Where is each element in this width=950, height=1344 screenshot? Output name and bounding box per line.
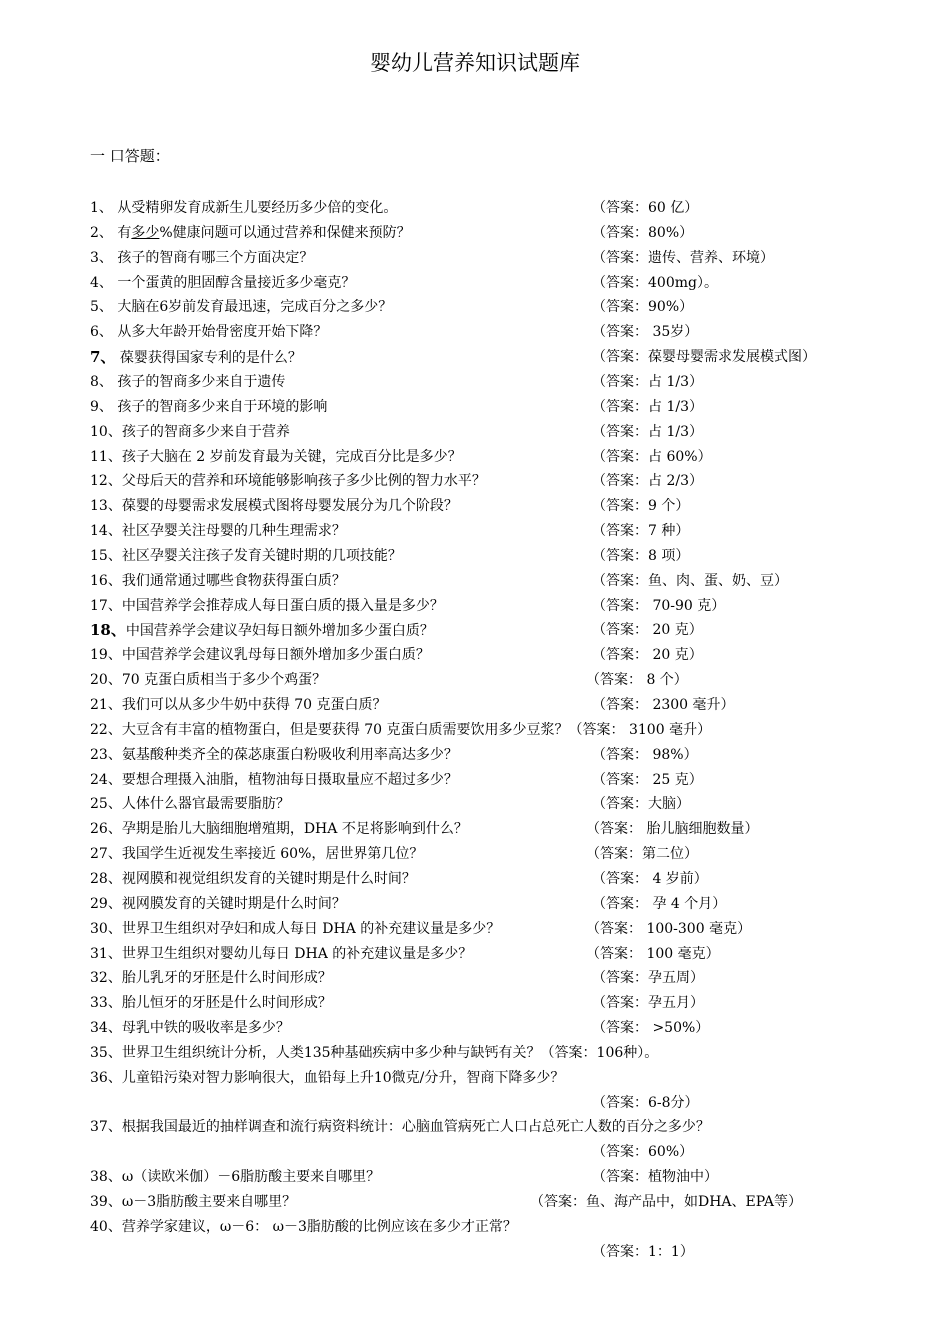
question-row <box>90 272 355 294</box>
question-number: 32、 <box>90 970 122 987</box>
question-row <box>90 197 397 219</box>
question-row <box>90 1042 658 1064</box>
answer-text: （答案：8 项） <box>592 547 690 564</box>
question-row <box>90 992 332 1014</box>
answer-text: （答案：植物油中） <box>592 1169 718 1186</box>
question-text: 人体什么器官最需要脂肪？ <box>121 796 290 813</box>
answer-text: （答案： 20 克） <box>592 622 703 639</box>
section-heading: 一 口答题： <box>90 147 170 165</box>
question-text: 视网膜和视觉组织发育的关键时期是什么时间？ <box>121 870 416 887</box>
question-number: 29、 <box>90 895 122 912</box>
question-text: 世界卫生组织统计分析，人类135种基础疾病中多少种与缺钙有关？（答案：106种）。 <box>121 1044 659 1061</box>
question-number: 22、 <box>90 721 122 738</box>
answer-text: （答案：60%） <box>592 1144 694 1161</box>
answer-text: （答案： 胎儿脑细胞数量） <box>586 821 759 838</box>
question-text: 儿童铅污染对智力影响很大，血铅每上升10微克/分升，智商下降多少？ <box>121 1069 565 1086</box>
question-row <box>90 595 444 617</box>
question-row <box>90 644 430 666</box>
question-number: 35、 <box>90 1044 122 1061</box>
answer-text: （答案： 20 克） <box>592 647 703 664</box>
answer-text: （答案： 35岁） <box>592 324 699 341</box>
question-row <box>90 545 402 567</box>
question-text: 孩子的智商多少来自于环境的影响 <box>112 398 328 415</box>
answer-text: （答案：占 60%） <box>592 448 712 465</box>
question-row <box>90 868 416 890</box>
question-text: 孩子的智商多少来自于遗传 <box>112 373 286 390</box>
question-text: 氨基酸种类齐全的葆苾康蛋白粉吸收利用率高达多少？ <box>121 746 458 763</box>
answer-text: （答案： 4 岁前） <box>592 870 708 887</box>
question-row <box>90 296 392 318</box>
question-number: 1、 <box>90 200 113 216</box>
question-text: 社区孕婴关注母婴的几种生理需求？ <box>121 523 346 540</box>
question-row <box>90 669 326 691</box>
answer-text: （答案： 98%） <box>592 746 698 763</box>
question-number: 37、 <box>90 1119 122 1136</box>
question-number: 40、 <box>90 1218 122 1235</box>
answer-text: （答案： 100-300 毫克） <box>586 920 752 937</box>
answer-text: （答案：400mg）。 <box>592 274 718 291</box>
question-number: 26、 <box>90 821 122 838</box>
answer-text: （答案：占 1/3） <box>592 423 703 440</box>
question-row <box>90 818 468 840</box>
question-text: 孩子的智商有哪三个方面决定？ <box>112 249 314 266</box>
answer-text: （答案：6-8分） <box>592 1094 699 1111</box>
question-row <box>90 1017 290 1039</box>
question-text: 70 克蛋白质相当于多少个鸡蛋？ <box>121 672 327 689</box>
question-number: 23、 <box>90 746 122 763</box>
question-row <box>90 943 472 965</box>
question-text: 孕期是胎儿大脑细胞增殖期，DHA 不足将影响到什么？ <box>121 821 468 838</box>
answer-text: （答案：90%） <box>592 299 694 316</box>
question-text: 母乳中铁的吸收率是多少？ <box>121 1020 290 1037</box>
question-number: 11、 <box>90 448 122 465</box>
document-title: 婴幼儿营养知识试题库 <box>370 51 580 75</box>
question-underlined-text: 多少 <box>131 224 160 241</box>
question-text: 视网膜发育的关键时期是什么时间？ <box>121 895 346 912</box>
answer-text: （答案：遗传、营养、环境） <box>592 249 774 266</box>
question-text: 我国学生近视发生率接近 60%，居世界第几位？ <box>121 846 424 863</box>
question-row <box>90 1166 380 1188</box>
question-row <box>90 843 423 865</box>
question-number: 30、 <box>90 920 122 937</box>
question-number: 2、 <box>90 224 113 241</box>
answer-text: （答案： 100 毫克） <box>586 945 720 962</box>
question-number: 39、 <box>90 1194 122 1210</box>
question-number: 21、 <box>90 697 122 713</box>
question-number: 15、 <box>90 547 122 564</box>
question-text: 胎儿恒牙的牙胚是什么时间形成？ <box>121 995 332 1012</box>
question-number: 27、 <box>90 846 122 863</box>
question-number: 19、 <box>90 647 122 664</box>
answer-text: （答案：葆婴母婴需求发展模式图） <box>592 349 816 366</box>
question-row <box>90 967 332 989</box>
question-number: 8、 <box>90 373 113 390</box>
answer-text: （答案： 孕 4 个月） <box>592 895 727 912</box>
question-row <box>90 421 290 443</box>
question-text: 孩子的智商多少来自于营养 <box>121 423 290 440</box>
question-row <box>90 619 434 642</box>
answer-text: （答案：占 2/3） <box>592 473 703 490</box>
question-row <box>90 1067 564 1089</box>
answer-text: （答案：鱼、海产品中，如DHA、EPA等） <box>530 1194 803 1210</box>
question-number: 14、 <box>90 523 122 540</box>
answer-text: （答案：孕五周） <box>592 970 704 987</box>
question-row <box>90 396 327 418</box>
question-row <box>90 918 500 940</box>
question-text: 根据我国最近的抽样调查和流行病资料统计：心脑血管病死亡人口占总死亡人数的百分之多少？ <box>121 1119 710 1136</box>
question-text: 胎儿乳牙的牙胚是什么时间形成？ <box>121 970 332 987</box>
question-row <box>90 446 462 468</box>
question-row <box>90 371 285 393</box>
question-row <box>90 769 458 791</box>
question-text: 葆婴的母婴需求发展模式图将母婴发展分为几个阶段？ <box>121 498 458 515</box>
question-row <box>90 744 458 766</box>
question-text: ω－3脂肪酸主要来自哪里？ <box>121 1194 297 1210</box>
question-number: 4、 <box>90 274 113 291</box>
question-text: 中国营养学会建议乳母每日额外增加多少蛋白质？ <box>121 647 430 664</box>
answer-text: （答案：孕五月） <box>592 995 704 1012</box>
question-row <box>90 520 346 542</box>
question-text: 我们通常通过哪些食物获得蛋白质？ <box>121 572 346 589</box>
question-row <box>90 495 458 517</box>
question-number: 16、 <box>90 572 122 589</box>
answer-text: （答案：鱼、肉、蛋、奶、豆） <box>592 572 788 589</box>
question-row <box>90 470 486 492</box>
question-text: 孩子大脑在 2 岁前发育最为关键，完成百分比是多少？ <box>121 448 462 465</box>
question-row <box>90 570 346 592</box>
question-text: 从受精卵发育成新生儿要经历多少倍的变化。 <box>112 200 398 216</box>
question-row <box>90 694 387 716</box>
answer-text: （答案：80%） <box>592 224 694 241</box>
question-row <box>90 346 302 369</box>
question-row <box>90 247 313 269</box>
answer-text: （答案：1：1） <box>592 1243 694 1260</box>
question-number: 18、 <box>90 621 126 640</box>
answer-text: （答案：占 1/3） <box>592 398 703 415</box>
question-text: 从多大年龄开始骨密度开始下降？ <box>112 324 328 341</box>
answer-text: （答案： 25 克） <box>592 771 703 788</box>
question-text: 中国营养学会推荐成人每日蛋白质的摄入量是多少？ <box>121 597 444 614</box>
question-number: 38、 <box>90 1169 122 1186</box>
answer-text: （答案： >50%） <box>592 1020 710 1037</box>
question-text: 要想合理摄入油脂，植物油每日摄取量应不超过多少？ <box>121 771 458 788</box>
question-text: 大豆含有丰富的植物蛋白，但是要获得 70 克蛋白质需要饮用多少豆浆？（答案： 3100 毫升） <box>121 721 712 738</box>
question-number: 31、 <box>90 945 122 962</box>
question-text: 葆婴获得国家专利的是什么？ <box>115 350 302 367</box>
question-row <box>90 719 711 741</box>
question-number: 12、 <box>90 473 122 490</box>
question-text: 一个蛋黄的胆固醇含量接近多少毫克？ <box>112 274 356 291</box>
question-number: 17、 <box>90 597 122 614</box>
question-row <box>90 1216 517 1238</box>
question-text: 中国营养学会建议孕妇每日额外增加多少蛋白质？ <box>125 623 434 640</box>
question-row <box>90 321 327 343</box>
answer-text: （答案： 70-90 克） <box>592 597 726 614</box>
question-number: 6、 <box>90 324 113 341</box>
question-number: 36、 <box>90 1069 122 1086</box>
question-row <box>90 893 346 915</box>
question-number: 34、 <box>90 1020 122 1037</box>
question-row <box>90 793 290 815</box>
answer-text: （答案：60 亿） <box>592 200 699 216</box>
question-text: 大脑在6岁前发育最迅速，完成百分之多少？ <box>112 299 393 316</box>
answer-text: （答案：占 1/3） <box>592 373 703 390</box>
question-number: 33、 <box>90 995 122 1012</box>
question-text: ω（读欧米伽）－6脂肪酸主要来自哪里？ <box>121 1169 381 1186</box>
answer-text: （答案： 2300 毫升） <box>592 697 735 713</box>
question-number: 13、 <box>90 498 122 515</box>
answer-text: （答案：7 种） <box>592 523 690 540</box>
question-number: 3、 <box>90 249 113 266</box>
question-text: 我们可以从多少牛奶中获得 70 克蛋白质？ <box>121 697 387 713</box>
question-number: 10、 <box>90 423 122 440</box>
question-number: 28、 <box>90 870 122 887</box>
question-number: 20、 <box>90 672 122 689</box>
question-text-continued: %健康问题可以通过营养和保健来预防？ <box>159 224 411 241</box>
question-text: 世界卫生组织对孕妇和成人每日 DHA 的补充建议量是多少？ <box>121 920 501 937</box>
question-number: 24、 <box>90 771 122 788</box>
question-number: 7、 <box>90 348 116 367</box>
question-number: 25、 <box>90 796 122 813</box>
answer-text: （答案： 8 个） <box>586 672 688 689</box>
question-row <box>90 1191 296 1213</box>
question-row <box>90 1116 710 1138</box>
answer-text: （答案：大脑） <box>592 796 690 813</box>
question-text: 有 <box>112 224 132 241</box>
question-text: 营养学家建议，ω－6： ω－3脂肪酸的比例应该在多少才正常？ <box>121 1218 517 1235</box>
question-number: 5、 <box>90 299 113 316</box>
question-text: 父母后天的营养和环境能够影响孩子多少比例的智力水平？ <box>121 473 486 490</box>
answer-text: （答案：9 个） <box>592 498 690 515</box>
answer-text: （答案：第二位） <box>586 846 698 863</box>
question-row <box>90 222 411 244</box>
question-text: 社区孕婴关注孩子发育关键时期的几项技能？ <box>121 547 402 564</box>
question-number: 9、 <box>90 398 113 415</box>
question-text: 世界卫生组织对婴幼儿每日 DHA 的补充建议量是多少？ <box>121 945 473 962</box>
